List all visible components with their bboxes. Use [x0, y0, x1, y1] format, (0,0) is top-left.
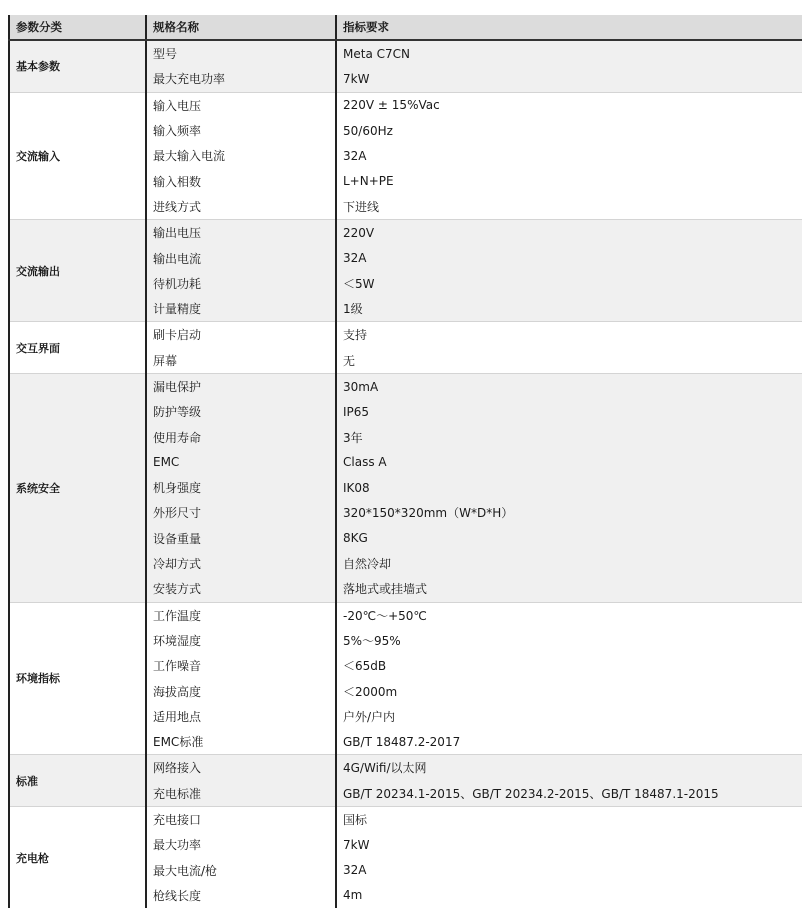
spec-value-cell: -20℃～+50℃	[336, 602, 802, 628]
table-row	[9, 92, 802, 118]
spec-value-cell: L+N+PE	[336, 168, 802, 193]
spec-value-cell: 220V	[336, 220, 802, 246]
table-row	[9, 220, 802, 246]
spec-value-cell: 4G/Wifi/以太网	[336, 755, 802, 781]
header-spec-name: 规格名称	[146, 15, 336, 40]
spec-value-cell: 无	[336, 348, 802, 374]
spec-value-cell: 4m	[336, 883, 802, 908]
spec-value-cell: IK08	[336, 475, 802, 500]
spec-name-cell: 设备重量	[146, 526, 336, 551]
category-cell: 标准	[9, 755, 146, 807]
spec-name-cell: 漏电保护	[146, 373, 336, 399]
spec-table	[8, 15, 802, 908]
spec-name-cell: 外形尺寸	[146, 500, 336, 525]
spec-name-cell: 最大充电功率	[146, 66, 336, 92]
spec-value-cell: ＜65dB	[336, 653, 802, 678]
spec-value-cell: 7kW	[336, 66, 802, 92]
spec-name-cell: 最大输入电流	[146, 143, 336, 168]
table-header	[9, 15, 802, 40]
table-row	[9, 806, 802, 832]
spec-name-cell: 输出电压	[146, 220, 336, 246]
table-body	[9, 40, 802, 908]
category-cell: 环境指标	[9, 602, 146, 755]
spec-value-cell: Class A	[336, 450, 802, 475]
spec-name-cell: EMC标准	[146, 729, 336, 755]
spec-value-cell: 7kW	[336, 832, 802, 857]
spec-name-cell: 枪线长度	[146, 883, 336, 908]
spec-name-cell: 工作噪音	[146, 653, 336, 678]
table-row	[9, 602, 802, 628]
spec-name-cell: 计量精度	[146, 296, 336, 322]
spec-name-cell: 安装方式	[146, 576, 336, 602]
spec-value-cell: 220V ± 15%Vac	[336, 92, 802, 118]
spec-value-cell: 50/60Hz	[336, 118, 802, 143]
category-cell: 交流输入	[9, 92, 146, 219]
spec-value-cell: 32A	[336, 143, 802, 168]
spec-name-cell: 输入相数	[146, 168, 336, 193]
spec-value-cell: 下进线	[336, 194, 802, 220]
spec-value-cell: GB/T 20234.1-2015、GB/T 20234.2-2015、GB/T 18487.1-2015	[336, 781, 802, 807]
spec-name-cell: 防护等级	[146, 399, 336, 424]
category-cell: 交互界面	[9, 322, 146, 374]
spec-value-cell: 国标	[336, 806, 802, 832]
spec-value-cell: 30mA	[336, 373, 802, 399]
spec-name-cell: 适用地点	[146, 704, 336, 729]
header-category: 参数分类	[9, 15, 146, 40]
spec-value-cell: 支持	[336, 322, 802, 348]
spec-value-cell: 320*150*320mm（W*D*H）	[336, 500, 802, 525]
spec-value-cell: 32A	[336, 858, 802, 883]
spec-name-cell: 工作温度	[146, 602, 336, 628]
spec-value-cell: ＜2000m	[336, 678, 802, 703]
spec-value-cell: 户外/户内	[336, 704, 802, 729]
header-row	[9, 15, 802, 40]
spec-name-cell: 充电标准	[146, 781, 336, 807]
table-row	[9, 755, 802, 781]
spec-name-cell: 机身强度	[146, 475, 336, 500]
spec-name-cell: 最大功率	[146, 832, 336, 857]
header-requirement: 指标要求	[336, 15, 802, 40]
category-cell: 交流输出	[9, 220, 146, 322]
spec-value-cell: Meta C7CN	[336, 40, 802, 66]
spec-name-cell: 屏幕	[146, 348, 336, 374]
spec-name-cell: 充电接口	[146, 806, 336, 832]
spec-name-cell: 海拔高度	[146, 678, 336, 703]
spec-value-cell: ＜5W	[336, 271, 802, 296]
spec-value-cell: 3年	[336, 424, 802, 449]
spec-value-cell: 5%～95%	[336, 628, 802, 653]
spec-name-cell: 冷却方式	[146, 551, 336, 576]
table-row	[9, 322, 802, 348]
spec-name-cell: 进线方式	[146, 194, 336, 220]
category-cell: 充电枪	[9, 806, 146, 908]
spec-name-cell: 最大电流/枪	[146, 858, 336, 883]
spec-name-cell: EMC	[146, 450, 336, 475]
spec-value-cell: 8KG	[336, 526, 802, 551]
spec-name-cell: 待机功耗	[146, 271, 336, 296]
spec-name-cell: 环境湿度	[146, 628, 336, 653]
spec-name-cell: 刷卡启动	[146, 322, 336, 348]
spec-value-cell: IP65	[336, 399, 802, 424]
spec-value-cell: 32A	[336, 245, 802, 270]
spec-name-cell: 输出电流	[146, 245, 336, 270]
spec-name-cell: 输入电压	[146, 92, 336, 118]
table-row	[9, 40, 802, 66]
spec-name-cell: 输入频率	[146, 118, 336, 143]
spec-value-cell: 1级	[336, 296, 802, 322]
spec-value-cell: GB/T 18487.2-2017	[336, 729, 802, 755]
spec-name-cell: 使用寿命	[146, 424, 336, 449]
category-cell: 系统安全	[9, 373, 146, 602]
spec-name-cell: 网络接入	[146, 755, 336, 781]
table-row	[9, 373, 802, 399]
spec-name-cell: 型号	[146, 40, 336, 66]
spec-value-cell: 落地式或挂墙式	[336, 576, 802, 602]
category-cell: 基本参数	[9, 40, 146, 92]
spec-value-cell: 自然冷却	[336, 551, 802, 576]
